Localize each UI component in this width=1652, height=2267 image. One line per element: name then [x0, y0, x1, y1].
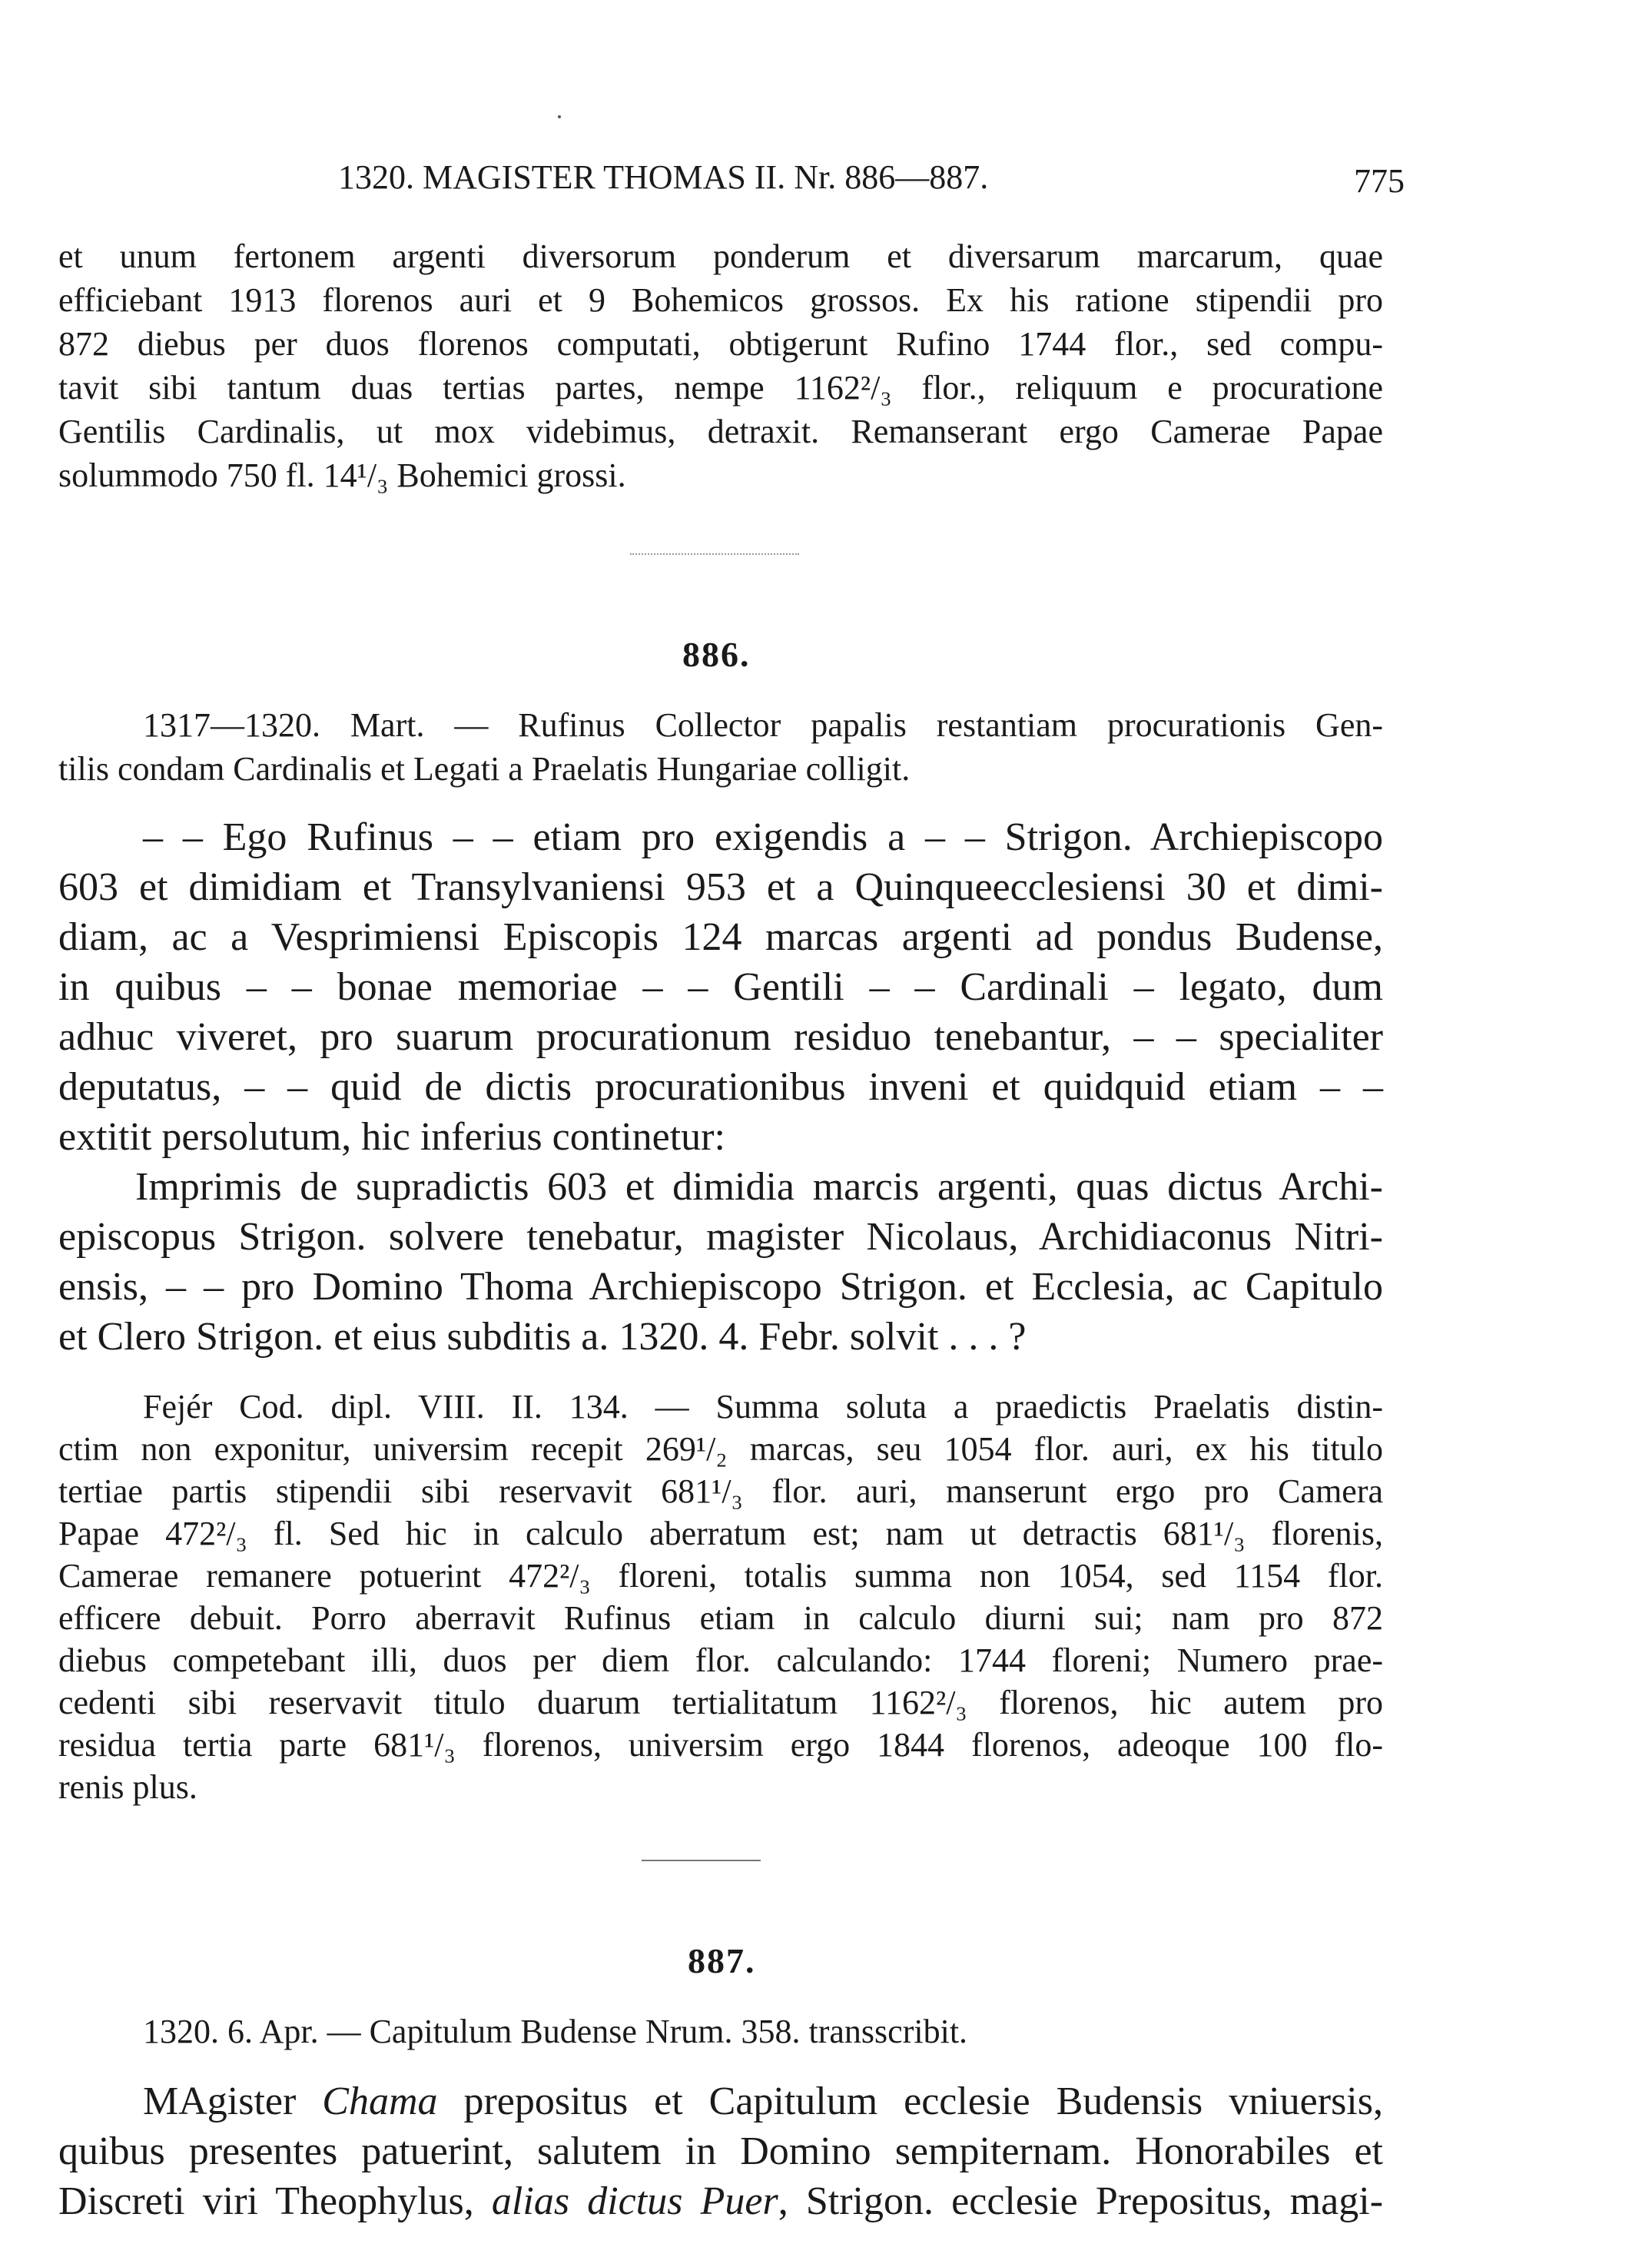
text-segment: , Strigon. ecclesie Prepositus, magi- [778, 2179, 1384, 2223]
page-number: 775 [1354, 162, 1405, 200]
text-line: – – Ego Rufinus – – etiam pro exigendis a – – Strigon. Archiepiscopo [143, 815, 1383, 859]
note-line: renis plus. [58, 1768, 197, 1806]
text-line: deputatus, – – quid de dictis procurationibus inveni et quidquid etiam – – [58, 1065, 1383, 1109]
text-line: diam, ac a Vesprimiensi Episcopis 124 marcas argenti ad pondus Budense, [58, 915, 1383, 959]
running-title: 1320. MAGISTER THOMAS II. Nr. 886—887. [338, 158, 989, 196]
text-line: 872 diebus per duos florenos computati, obtigerunt Rufino 1744 flor., sed compu- [58, 325, 1383, 363]
italic-name: alias dictus Puer [491, 2179, 778, 2223]
text-line: 603 et dimidiam et Transylvaniensi 953 et a Quinqueecclesiensi 30 et dimi- [58, 865, 1383, 909]
section-divider [630, 553, 799, 555]
text-segment: MAgister [143, 2079, 323, 2123]
note-line: diebus competebant illi, duos per diem flor. calculando: 1744 floreni; Numero prae- [58, 1641, 1383, 1679]
text-line: ensis, – – pro Domino Thoma Archiepiscopo Strigon. et Ecclesia, ac Capitulo [58, 1265, 1383, 1309]
speck [558, 115, 561, 118]
note-line: residua tertia parte 681¹/₃ florenos, universim ergo 1844 florenos, adeoque 100 flo- [58, 1726, 1383, 1764]
note-line: Papae 472²/₃ fl. Sed hic in calculo aberratum est; nam ut detractis 681¹/₃ florenis, [58, 1515, 1383, 1552]
text-segment: Discreti viri Theophylus, [58, 2179, 492, 2223]
regest-line: tilis condam Cardinalis et Legati a Praelatis Hungariae colligit. [58, 750, 911, 788]
text-line: extitit persolutum, hic inferius continetur: [58, 1115, 725, 1159]
text-line: et Clero Strigon. et eius subditis a. 1320. 4. Febr. solvit . . . ? [58, 1315, 1027, 1359]
text-line: Gentilis Cardinalis, ut mox videbimus, detraxit. Remanserant ergo Camerae Papae [58, 413, 1383, 450]
text-segment: prepositus et Capitulum ecclesie Budensis vniuersis, [437, 2079, 1383, 2123]
text-line [143, 2079, 1383, 2124]
note-line: Fejér Cod. dipl. VIII. II. 134. — Summa soluta a praedictis Praelatis distin- [143, 1388, 1383, 1426]
entry-number: 886. [682, 635, 751, 674]
regest-line: 1317—1320. Mart. — Rufinus Collector papalis restantiam procurationis Gen- [143, 706, 1383, 744]
entry-number: 887. [688, 1941, 756, 1980]
note-line: cedenti sibi reservavit titulo duarum tertialitatum 1162²/₃ florenos, hic autem pro [58, 1684, 1383, 1721]
italic-name: Chama [322, 2079, 438, 2123]
note-line: tertiae partis stipendii sibi reservavit 681¹/₃ flor. auri, manserunt ergo pro Camera [58, 1472, 1383, 1510]
text-line: solummodo 750 fl. 14¹/₃ Bohemici grossi. [58, 456, 626, 494]
text-line: Imprimis de supradictis 603 et dimidia marcis argenti, quas dictus Archi- [135, 1165, 1383, 1209]
text-line: tavit sibi tantum duas tertias partes, nempe 1162²/₃ flor., reliquum e procuratione [58, 369, 1383, 407]
note-line: Camerae remanere potuerint 472²/₃ floreni, totalis summa non 1054, sed 1154 flor. [58, 1557, 1383, 1595]
section-divider [642, 1860, 761, 1861]
note-line: efficere debuit. Porro aberravit Rufinus etiam in calculo diurni sui; nam pro 872 [58, 1599, 1383, 1637]
text-line: quibus presentes patuerint, salutem in Domino sempiternam. Honorabiles et [58, 2129, 1383, 2173]
text-line: episcopus Strigon. solvere tenebatur, magister Nicolaus, Archidiaconus Nitri- [58, 1215, 1383, 1259]
text-line: efficiebant 1913 florenos auri et 9 Bohemicos grossos. Ex his ratione stipendii pro [58, 281, 1383, 319]
text-line [58, 2179, 1383, 2224]
text-line: et unum fertonem argenti diversorum ponderum et diversarum marcarum, quae [58, 237, 1383, 275]
text-line: in quibus – – bonae memoriae – – Gentili – – Cardinali – legato, dum [58, 965, 1383, 1009]
text-line: adhuc viveret, pro suarum procurationum residuo tenebantur, – – specialiter [58, 1015, 1383, 1059]
note-line: ctim non exponitur, universim recepit 269¹/₂ marcas, seu 1054 flor. auri, ex his titulo [58, 1430, 1383, 1468]
entry-regest: 1320. 6. Apr. — Capitulum Budense Nrum. 358. transscribit. [143, 2013, 968, 2050]
